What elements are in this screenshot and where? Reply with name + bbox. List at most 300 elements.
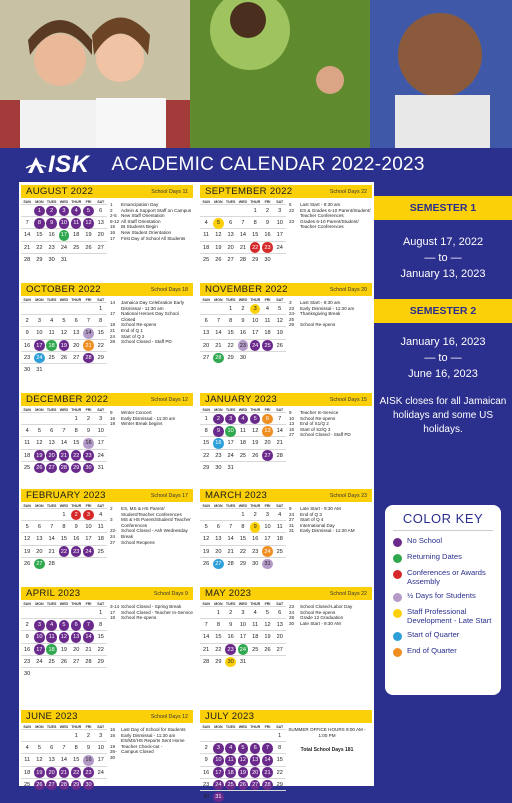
day-cell	[261, 242, 273, 254]
day-number: 29	[97, 658, 104, 665]
day-number: 15	[215, 634, 222, 641]
day-number: 12	[36, 757, 43, 764]
event-item	[289, 219, 373, 230]
day-cell	[249, 779, 261, 791]
day-cell	[33, 315, 45, 327]
day-cell	[212, 619, 224, 631]
day-number: 6	[99, 208, 103, 215]
day-number: 14	[203, 634, 210, 641]
event-text: School Re-opens	[121, 322, 157, 328]
day-cell	[200, 242, 212, 254]
day-number: 22	[36, 244, 43, 251]
day-number: 31	[36, 367, 43, 374]
day-cell	[237, 327, 249, 339]
day-number: 8	[34, 218, 45, 229]
day-number: 30	[203, 794, 210, 801]
day-cell	[95, 533, 107, 545]
event-date: 23	[289, 218, 295, 224]
color-key-item	[393, 608, 493, 625]
day-cell	[225, 425, 237, 437]
day-cell	[274, 779, 286, 791]
day-cell	[46, 607, 58, 619]
day-number: 6	[37, 524, 41, 531]
day-number: 27	[34, 559, 45, 570]
aisk-logo-icon	[26, 155, 46, 175]
day-number: 13	[276, 622, 283, 629]
day-cell	[82, 644, 94, 656]
month-name: MARCH 2023	[205, 490, 268, 501]
day-cell	[70, 217, 82, 229]
day-cell	[95, 327, 107, 339]
day-number: 26	[238, 780, 249, 791]
event-text: School Re-opens	[300, 609, 336, 615]
day-cell	[274, 607, 286, 619]
day-cell	[212, 558, 224, 570]
day-number: 31	[97, 464, 104, 471]
day-cell	[237, 730, 249, 742]
day-cell	[237, 242, 249, 254]
weekday-label: MON	[214, 725, 223, 729]
day-cell	[212, 450, 224, 462]
event-text: First Day of School All Students	[121, 235, 186, 241]
event-item	[110, 236, 194, 242]
week-row	[21, 461, 107, 473]
event-date: 24	[289, 511, 295, 517]
day-cell	[261, 533, 273, 545]
day-cell	[46, 619, 58, 631]
event-date: 24-25	[289, 311, 296, 322]
day-cell	[212, 644, 224, 656]
day-cell	[82, 767, 94, 779]
day-cell	[237, 742, 249, 754]
day-cell	[200, 352, 212, 364]
day-cell	[95, 779, 107, 791]
day-number: 28	[276, 452, 283, 459]
day-cell	[261, 340, 273, 352]
day-number: 6	[71, 620, 82, 631]
day-cell	[33, 229, 45, 241]
weekday-header	[21, 602, 107, 606]
day-cell	[82, 327, 94, 339]
day-number: 19	[215, 244, 222, 251]
month-name: MAY 2023	[205, 588, 252, 599]
day-number: 31	[213, 792, 224, 803]
day-cell	[249, 315, 261, 327]
day-cell	[200, 437, 212, 449]
day-cell	[200, 656, 212, 668]
day-cell	[212, 352, 224, 364]
day-number: 23	[24, 354, 31, 361]
day-cell	[249, 352, 261, 364]
day-cell	[21, 754, 33, 766]
event-date: 22	[289, 207, 295, 213]
day-cell	[274, 327, 286, 339]
day-cell	[33, 217, 45, 229]
day-cell	[21, 205, 33, 217]
day-number: 29	[203, 464, 210, 471]
day-number: 20	[203, 342, 210, 349]
day-cell	[249, 327, 261, 339]
day-cell	[95, 315, 107, 327]
day-cell	[58, 217, 70, 229]
day-cell	[261, 327, 273, 339]
day-number: 26	[24, 560, 31, 567]
color-key-label: Conferences or Awards Assembly	[407, 568, 486, 586]
color-key	[385, 505, 501, 695]
event-list	[110, 202, 194, 241]
event-text: National Heroes Day School Closed	[121, 311, 179, 322]
day-cell	[274, 413, 286, 425]
weekday-label: FRI	[85, 408, 92, 412]
week-row	[200, 741, 286, 753]
day-number: 13	[73, 330, 80, 337]
day-number: 14	[227, 536, 234, 543]
day-number: 20	[215, 548, 222, 555]
day-cell	[70, 352, 82, 364]
day-number: 10	[213, 755, 224, 766]
holiday-note: AISK closes for all Jamaican holidays and some US holidays.	[379, 396, 507, 435]
color-key-list	[393, 537, 493, 657]
day-cell	[46, 217, 58, 229]
day-cell	[21, 437, 33, 449]
day-cell	[58, 450, 70, 462]
day-number: 19	[238, 767, 249, 778]
weekday-label: SAT	[276, 725, 284, 729]
day-cell	[33, 779, 45, 791]
day-cell	[58, 509, 70, 521]
day-cell	[237, 779, 249, 791]
event-item	[289, 621, 373, 627]
day-cell	[70, 437, 82, 449]
day-number: 22	[215, 646, 222, 653]
day-cell	[261, 558, 273, 570]
day-number: 29	[239, 560, 247, 567]
event-date: 18	[110, 322, 116, 328]
day-number: 1	[74, 733, 78, 740]
day-number: 25	[262, 340, 273, 351]
day-cell	[70, 754, 82, 766]
day-number: 20	[46, 450, 57, 461]
week-row	[21, 216, 107, 228]
day-number: 14	[83, 328, 94, 339]
day-cell	[82, 742, 94, 754]
day-cell	[21, 217, 33, 229]
day-number: 12	[238, 755, 249, 766]
day-number: 14	[215, 330, 222, 337]
month-name: DECEMBER 2022	[26, 394, 109, 405]
day-cell	[95, 521, 107, 533]
day-number: 9	[86, 428, 91, 435]
event-text: All Staff Orientation	[121, 218, 161, 224]
day-number: 3	[213, 743, 224, 754]
weekday-header	[200, 504, 286, 508]
day-cell	[21, 352, 33, 364]
day-number: 13	[36, 536, 43, 543]
day-number: 2	[241, 306, 245, 313]
month-header	[200, 393, 372, 406]
event-list	[289, 300, 373, 328]
day-number: 19	[34, 767, 45, 778]
day-number: 20	[46, 767, 57, 778]
day-number: 18	[225, 767, 236, 778]
day-number: 8	[74, 745, 78, 752]
semester-2-start: January 16, 2023	[400, 336, 486, 348]
semester-2-label: SEMESTER 2	[374, 299, 512, 323]
day-number: 17	[59, 230, 70, 241]
day-cell	[95, 631, 107, 643]
day-number: 4	[238, 414, 249, 425]
day-number: 26	[264, 646, 271, 653]
day-number: 14	[60, 440, 68, 447]
day-cell	[212, 509, 224, 521]
day-number: 16	[264, 232, 271, 239]
day-cell	[261, 767, 273, 779]
event-text: School Closed-Labor Day	[300, 604, 353, 609]
day-number: 31	[239, 658, 247, 665]
day-cell	[46, 315, 58, 327]
day-number: 26	[203, 560, 210, 567]
day-number: 11	[97, 524, 104, 531]
day-cell	[261, 315, 273, 327]
day-number: 7	[83, 620, 94, 631]
day-number: 14	[60, 757, 68, 764]
event-date: 16	[110, 727, 116, 732]
day-number: 6	[50, 745, 54, 752]
month-september-2022	[200, 185, 372, 265]
month-name: JULY 2023	[205, 711, 255, 722]
week-row	[21, 545, 107, 557]
day-number: 24	[34, 353, 45, 364]
day-cell	[46, 437, 58, 449]
day-number: 5	[265, 610, 270, 617]
day-cell	[21, 521, 33, 533]
day-cell	[237, 546, 249, 558]
day-cell	[58, 205, 70, 217]
day-cell	[249, 730, 261, 742]
day-cell	[237, 656, 249, 668]
day-number: 6	[216, 524, 220, 531]
day-number: 16	[83, 438, 94, 449]
day-number: 22	[71, 767, 82, 778]
color-key-item	[393, 537, 493, 547]
day-cell	[95, 607, 107, 619]
day-cell	[249, 413, 261, 425]
school-days-count: School Days 12	[150, 396, 188, 403]
weekday-label: WED	[59, 725, 69, 729]
day-cell	[237, 619, 249, 631]
event-date: 9	[289, 506, 292, 511]
day-number: 27	[227, 256, 234, 263]
color-swatch-icon	[393, 632, 402, 641]
day-number: 15	[239, 536, 247, 543]
day-cell	[200, 217, 212, 229]
day-number: 23	[83, 450, 94, 461]
event-date: 30	[289, 620, 295, 626]
day-number: 8	[74, 428, 78, 435]
weekday-label: MON	[35, 298, 44, 302]
day-number: 13	[227, 232, 234, 239]
day-number: 24	[83, 546, 94, 557]
day-number: 4	[278, 512, 282, 519]
day-number: 23	[238, 340, 249, 351]
day-number: 22	[203, 452, 210, 459]
day-cell	[274, 229, 286, 241]
event-date: 16	[289, 426, 295, 432]
day-cell	[33, 521, 45, 533]
day-number: 8	[216, 622, 220, 629]
week-row	[21, 228, 107, 240]
day-number: 24	[250, 340, 261, 351]
day-cell	[46, 340, 58, 352]
day-cell	[82, 254, 94, 266]
event-date: 31	[289, 528, 295, 534]
event-item	[289, 432, 373, 438]
month-name: AUGUST 2022	[26, 186, 94, 197]
day-number: 29	[97, 354, 104, 361]
day-cell	[261, 546, 273, 558]
day-number: 2	[46, 206, 57, 217]
month-february-2023	[21, 489, 193, 569]
day-cell	[33, 242, 45, 254]
day-cell	[237, 229, 249, 241]
day-number: 17	[34, 340, 45, 351]
day-number: 11	[24, 757, 31, 764]
weekday-label: WED	[238, 504, 248, 508]
day-cell	[33, 327, 45, 339]
day-number: 8	[241, 524, 245, 531]
event-text: School Re-opens	[300, 322, 336, 328]
weekday-header	[21, 504, 107, 508]
day-cell	[33, 254, 45, 266]
day-cell	[261, 730, 273, 742]
month-june-2023	[21, 710, 193, 790]
month-name: FEBRUARY 2023	[26, 490, 106, 501]
day-cell	[58, 546, 70, 558]
day-cell	[70, 742, 82, 754]
event-text: Early Dismissal - 11:30 am	[300, 305, 355, 311]
day-number: 5	[250, 414, 261, 425]
month-november-2022	[200, 283, 372, 363]
day-cell	[33, 462, 45, 474]
day-number: 14	[48, 536, 55, 543]
event-date: 31	[289, 522, 295, 528]
day-number: 12	[252, 428, 259, 435]
day-number: 11	[240, 428, 246, 435]
day-cell	[237, 425, 249, 437]
weekday-label: FRI	[264, 725, 271, 729]
day-number: 25	[239, 452, 247, 459]
day-cell	[249, 340, 261, 352]
day-number: 29	[71, 780, 82, 791]
weekday-label: WED	[238, 408, 248, 412]
day-number: 1	[99, 610, 103, 617]
day-cell	[274, 340, 286, 352]
day-cell	[225, 254, 237, 266]
day-number: 1	[99, 306, 103, 313]
day-number: 2	[213, 414, 224, 425]
weekday-label: THUR	[250, 725, 261, 729]
day-cell	[249, 462, 261, 474]
summer-office-hours: SUMMER OFFICE HOURS 9:00 AM - 1:00 PM	[288, 727, 366, 738]
day-number: 3	[59, 206, 70, 217]
day-cell	[95, 217, 107, 229]
weekday-label: THUR	[250, 408, 261, 412]
day-cell	[21, 229, 33, 241]
day-cell	[21, 425, 33, 437]
event-date: 3	[110, 517, 113, 523]
day-cell	[58, 619, 70, 631]
day-cell	[58, 425, 70, 437]
day-number: 8	[278, 745, 282, 752]
day-cell	[46, 254, 58, 266]
day-number: 9	[213, 426, 224, 437]
day-cell	[212, 205, 224, 217]
day-cell	[21, 558, 33, 570]
day-number: 12	[264, 622, 271, 629]
day-cell	[58, 558, 70, 570]
day-cell	[225, 521, 237, 533]
event-date: 9	[289, 410, 292, 415]
week-row	[200, 790, 286, 802]
day-cell	[46, 546, 58, 558]
week-row	[200, 618, 286, 630]
day-number: 24	[97, 769, 104, 776]
color-swatch-icon	[393, 609, 402, 618]
day-number: 27	[213, 559, 224, 570]
day-cell	[95, 656, 107, 668]
day-number: 21	[59, 450, 70, 461]
day-cell	[212, 437, 224, 449]
weekday-label: TUES	[46, 504, 57, 508]
day-cell	[82, 242, 94, 254]
day-number: 21	[215, 342, 222, 349]
event-text: New Student Orientation	[121, 229, 172, 235]
day-cell	[58, 644, 70, 656]
day-number: 29	[71, 463, 82, 474]
day-cell	[46, 668, 58, 680]
month-december-2022	[21, 393, 193, 473]
day-cell	[237, 217, 249, 229]
day-number: 7	[50, 524, 54, 531]
event-date: 23	[289, 305, 295, 311]
day-number: 25	[24, 781, 31, 788]
day-number: 10	[59, 218, 70, 229]
semester-2-dates	[374, 334, 512, 382]
event-item	[110, 311, 194, 322]
day-cell	[70, 425, 82, 437]
day-cell	[95, 668, 107, 680]
weekday-label: SUN	[23, 408, 31, 412]
day-number: 9	[25, 330, 29, 337]
day-number: 3	[278, 208, 282, 215]
day-cell	[58, 352, 70, 364]
event-date: 27	[289, 432, 295, 438]
day-cell	[225, 217, 237, 229]
event-text: Grade 12 Graduation	[300, 615, 344, 621]
day-cell	[33, 364, 45, 376]
day-cell	[274, 352, 286, 364]
day-number: 20	[36, 548, 43, 555]
day-cell	[70, 450, 82, 462]
weekday-label: TUES	[46, 725, 57, 729]
week-row	[21, 618, 107, 630]
week-row	[200, 532, 286, 544]
day-cell	[33, 644, 45, 656]
day-cell	[46, 779, 58, 791]
day-cell	[225, 644, 237, 656]
day-cell	[200, 631, 212, 643]
day-number: 18	[97, 536, 104, 543]
